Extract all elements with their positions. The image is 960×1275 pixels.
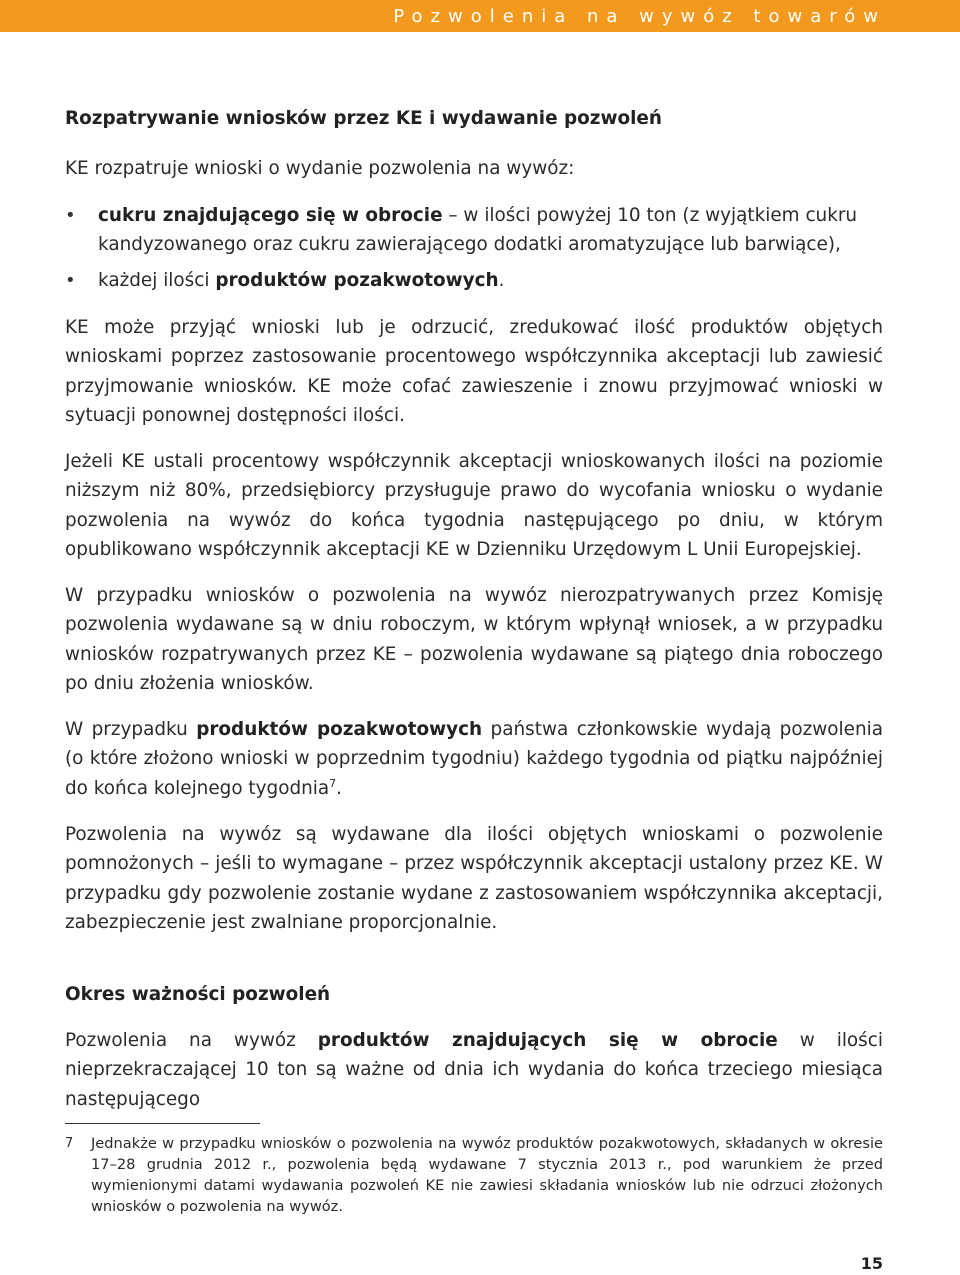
footnote-text: Jednakże w przypadku wniosków o pozwolenia na wywóz produktów pozakwotowych, składanych w okresie 17–28 grudnia 2012 r., pozwolenia będą wydawane 7 stycznia 2013 r., pod warunkiem że przed wymienionymi datami wydawania pozwoleń KE nie zawiesi składania wniosków lub nie odrzuci złożonych wniosków o pozwolenia na wywóz. <box>91 1135 883 1215</box>
page-number: 15 <box>860 1254 883 1273</box>
footnote-reference: 7 <box>329 776 337 790</box>
bullet-item-out-of-quota <box>65 266 883 295</box>
running-header-title: Pozwolenia na wywóz towarów <box>393 6 886 27</box>
bullet-bold-text: produktów pozakwotowych <box>215 269 499 291</box>
paragraph-bold-text: produktów znajdujących się w obrocie <box>317 1030 778 1051</box>
bullet-text: . <box>498 269 505 291</box>
section-heading-processing: Rozpatrywanie wniosków przez KE i wydawanie pozwoleń <box>65 108 662 129</box>
footnote <box>65 1133 883 1217</box>
paragraph-text: w ilości nieprzekraczającej 10 ton są ważne od dnia ich wydania do końca trzeciego miesiąca następującego <box>65 1030 883 1110</box>
header-band <box>0 0 960 32</box>
paragraph-bold-text: produktów pozakwotowych <box>196 719 483 740</box>
footnote-number: 7 <box>65 1136 74 1151</box>
paragraph-issue-dates: W przypadku wniosków o pozwolenia na wywóz nierozpatrywanych przez Komisję pozwolenia wydawane są w dniu roboczym, w którym wpłynął wniosek, a w przypadku wniosków rozpatrywanych przez KE – pozwolenia wydawane są piątego dnia roboczego po dniu złożenia wniosków. <box>65 585 883 694</box>
paragraph-out-of-quota <box>65 715 883 803</box>
footnote-divider <box>65 1123 260 1124</box>
section-heading-validity: Okres ważności pozwoleń <box>65 984 331 1005</box>
bullet-text: każdej ilości <box>98 269 216 291</box>
bullet-text: – w ilości powyżej 10 ton (z wyjątkiem cukru kandyzowanego oraz cukru zawierającego dodatki aromatyzujące lub barwiące), <box>98 205 858 256</box>
paragraph-text: Pozwolenia na wywóz <box>65 1030 318 1051</box>
intro-paragraph: KE rozpatruje wnioski o wydanie pozwolenia na wywóz: <box>65 158 575 179</box>
paragraph-quantities: Pozwolenia na wywóz są wydawane dla ilości objętych wnioskami o pozwolenie pomnożonych – jeśli to wymagane – przez współczynnik akceptacji ustalony przez KE. W przypadku gdy pozwolenie zostanie wydane z zastosowaniem współczynnika akceptacji, zabezpieczenie jest zwalniane proporcjonalnie. <box>65 824 883 933</box>
bullet-list <box>65 201 883 295</box>
paragraph-text: państwa członkowskie wydają pozwolenia (o które złożono wnioski w poprzednim tygodniu) każdego tygodnia od piątku najpóźniej do końca kolejnego tygodnia <box>65 719 883 799</box>
bullet-item-sugar <box>65 201 883 260</box>
paragraph-ke-decisions: KE może przyjąć wnioski lub je odrzucić, zredukować ilość produktów objętych wnioskami poprzez zastosowanie procentowego współczynnika akceptacji lub zawiesić przyjmowanie wniosków. KE może cofać zawieszenie i znowu przyjmować wnioski w sytuacji ponownej dostępności ilości. <box>65 317 883 426</box>
paragraph-acceptance-coefficient: Jeżeli KE ustali procentowy współczynnik akceptacji wnioskowanych ilości na poziomie niższym niż 80%, przedsiębiorcy przysługuje prawo do wycofania wniosku o wydanie pozwolenia na wywóz do końca tygodnia następującego po dniu, w którym opublikowano współczynnik akceptacji KE w Dzienniku Urzędowym L Unii Europejskiej. <box>65 451 883 560</box>
paragraph-text: . <box>336 777 343 799</box>
paragraph-validity <box>65 1026 883 1114</box>
paragraph-text: W przypadku <box>65 719 197 740</box>
bullet-bold-text: cukru znajdującego się w obrocie <box>98 205 443 226</box>
